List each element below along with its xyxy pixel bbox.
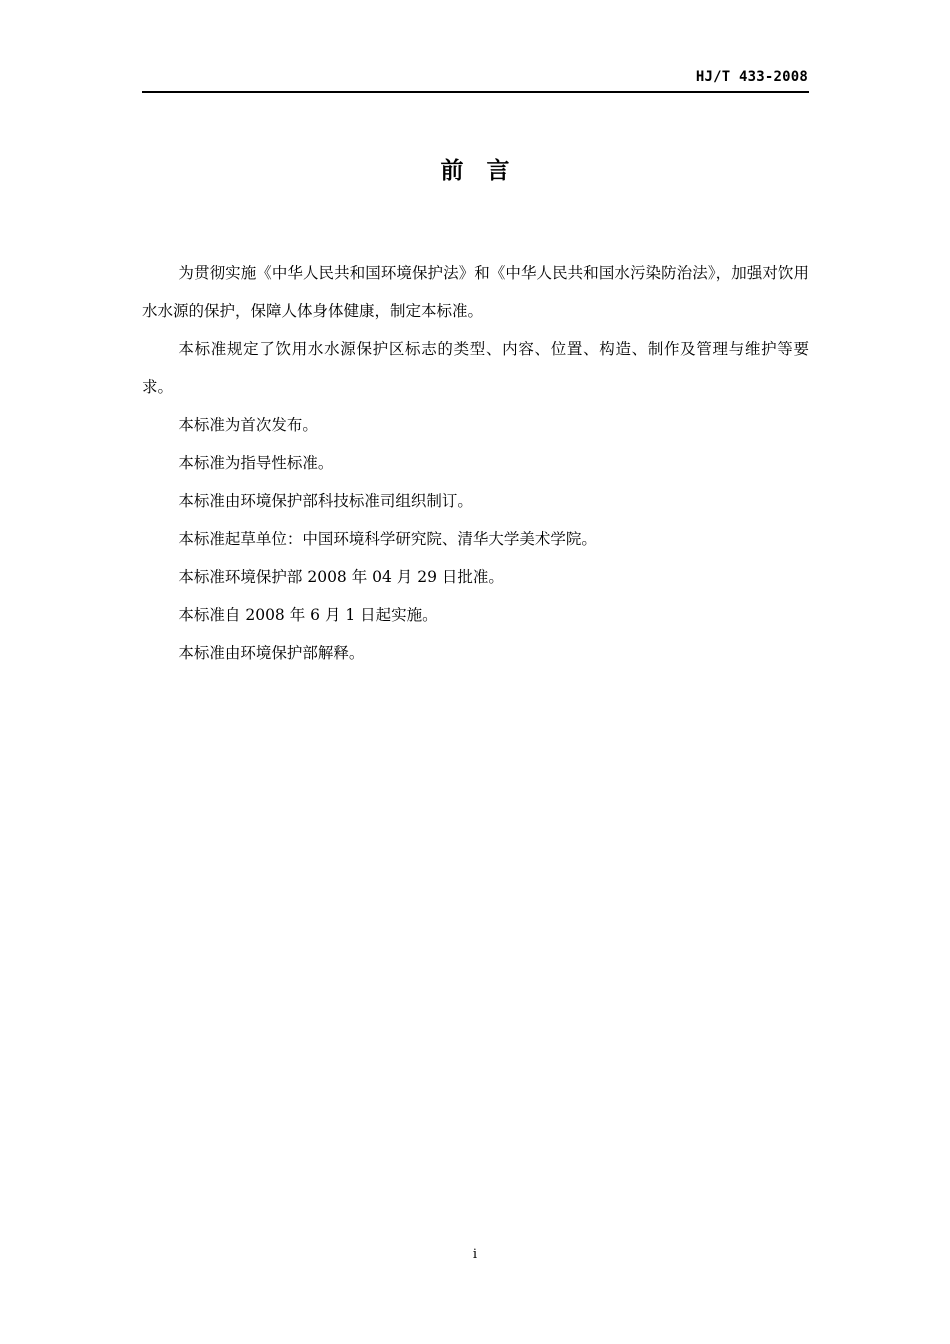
page-number: i <box>472 1247 478 1262</box>
page-title: 前 言 <box>440 158 510 184</box>
paragraph: 本标准为指导性标准。 <box>178 454 334 472</box>
header-rule <box>142 91 809 93</box>
foreword-body <box>142 254 809 672</box>
paragraph: 本标准由环境保护部科技标准司组织制订。 <box>178 492 473 510</box>
paragraph: 本标准自 2008 年 6 月 1 日起实施。 <box>178 606 438 624</box>
paragraph: 本标准由环境保护部解释。 <box>178 644 365 662</box>
paragraph: 本标准起草单位：中国环境科学研究院、清华大学美术学院。 <box>178 530 597 548</box>
paragraph: 本标准规定了饮用水水源保护区标志的类型、内容、位置、构造、制作及管理与维护等要求。 <box>142 340 809 396</box>
paragraph: 为贯彻实施《中华人民共和国环境保护法》和《中华人民共和国水污染防治法》，加强对饮用水水源的保护，保障人体身体健康，制定本标准。 <box>142 264 809 320</box>
paragraph: 本标准环境保护部 2008 年 04 月 29 日批准。 <box>178 568 504 586</box>
standard-code: HJ/T 433-2008 <box>695 69 808 85</box>
paragraph: 本标准为首次发布。 <box>178 416 318 434</box>
